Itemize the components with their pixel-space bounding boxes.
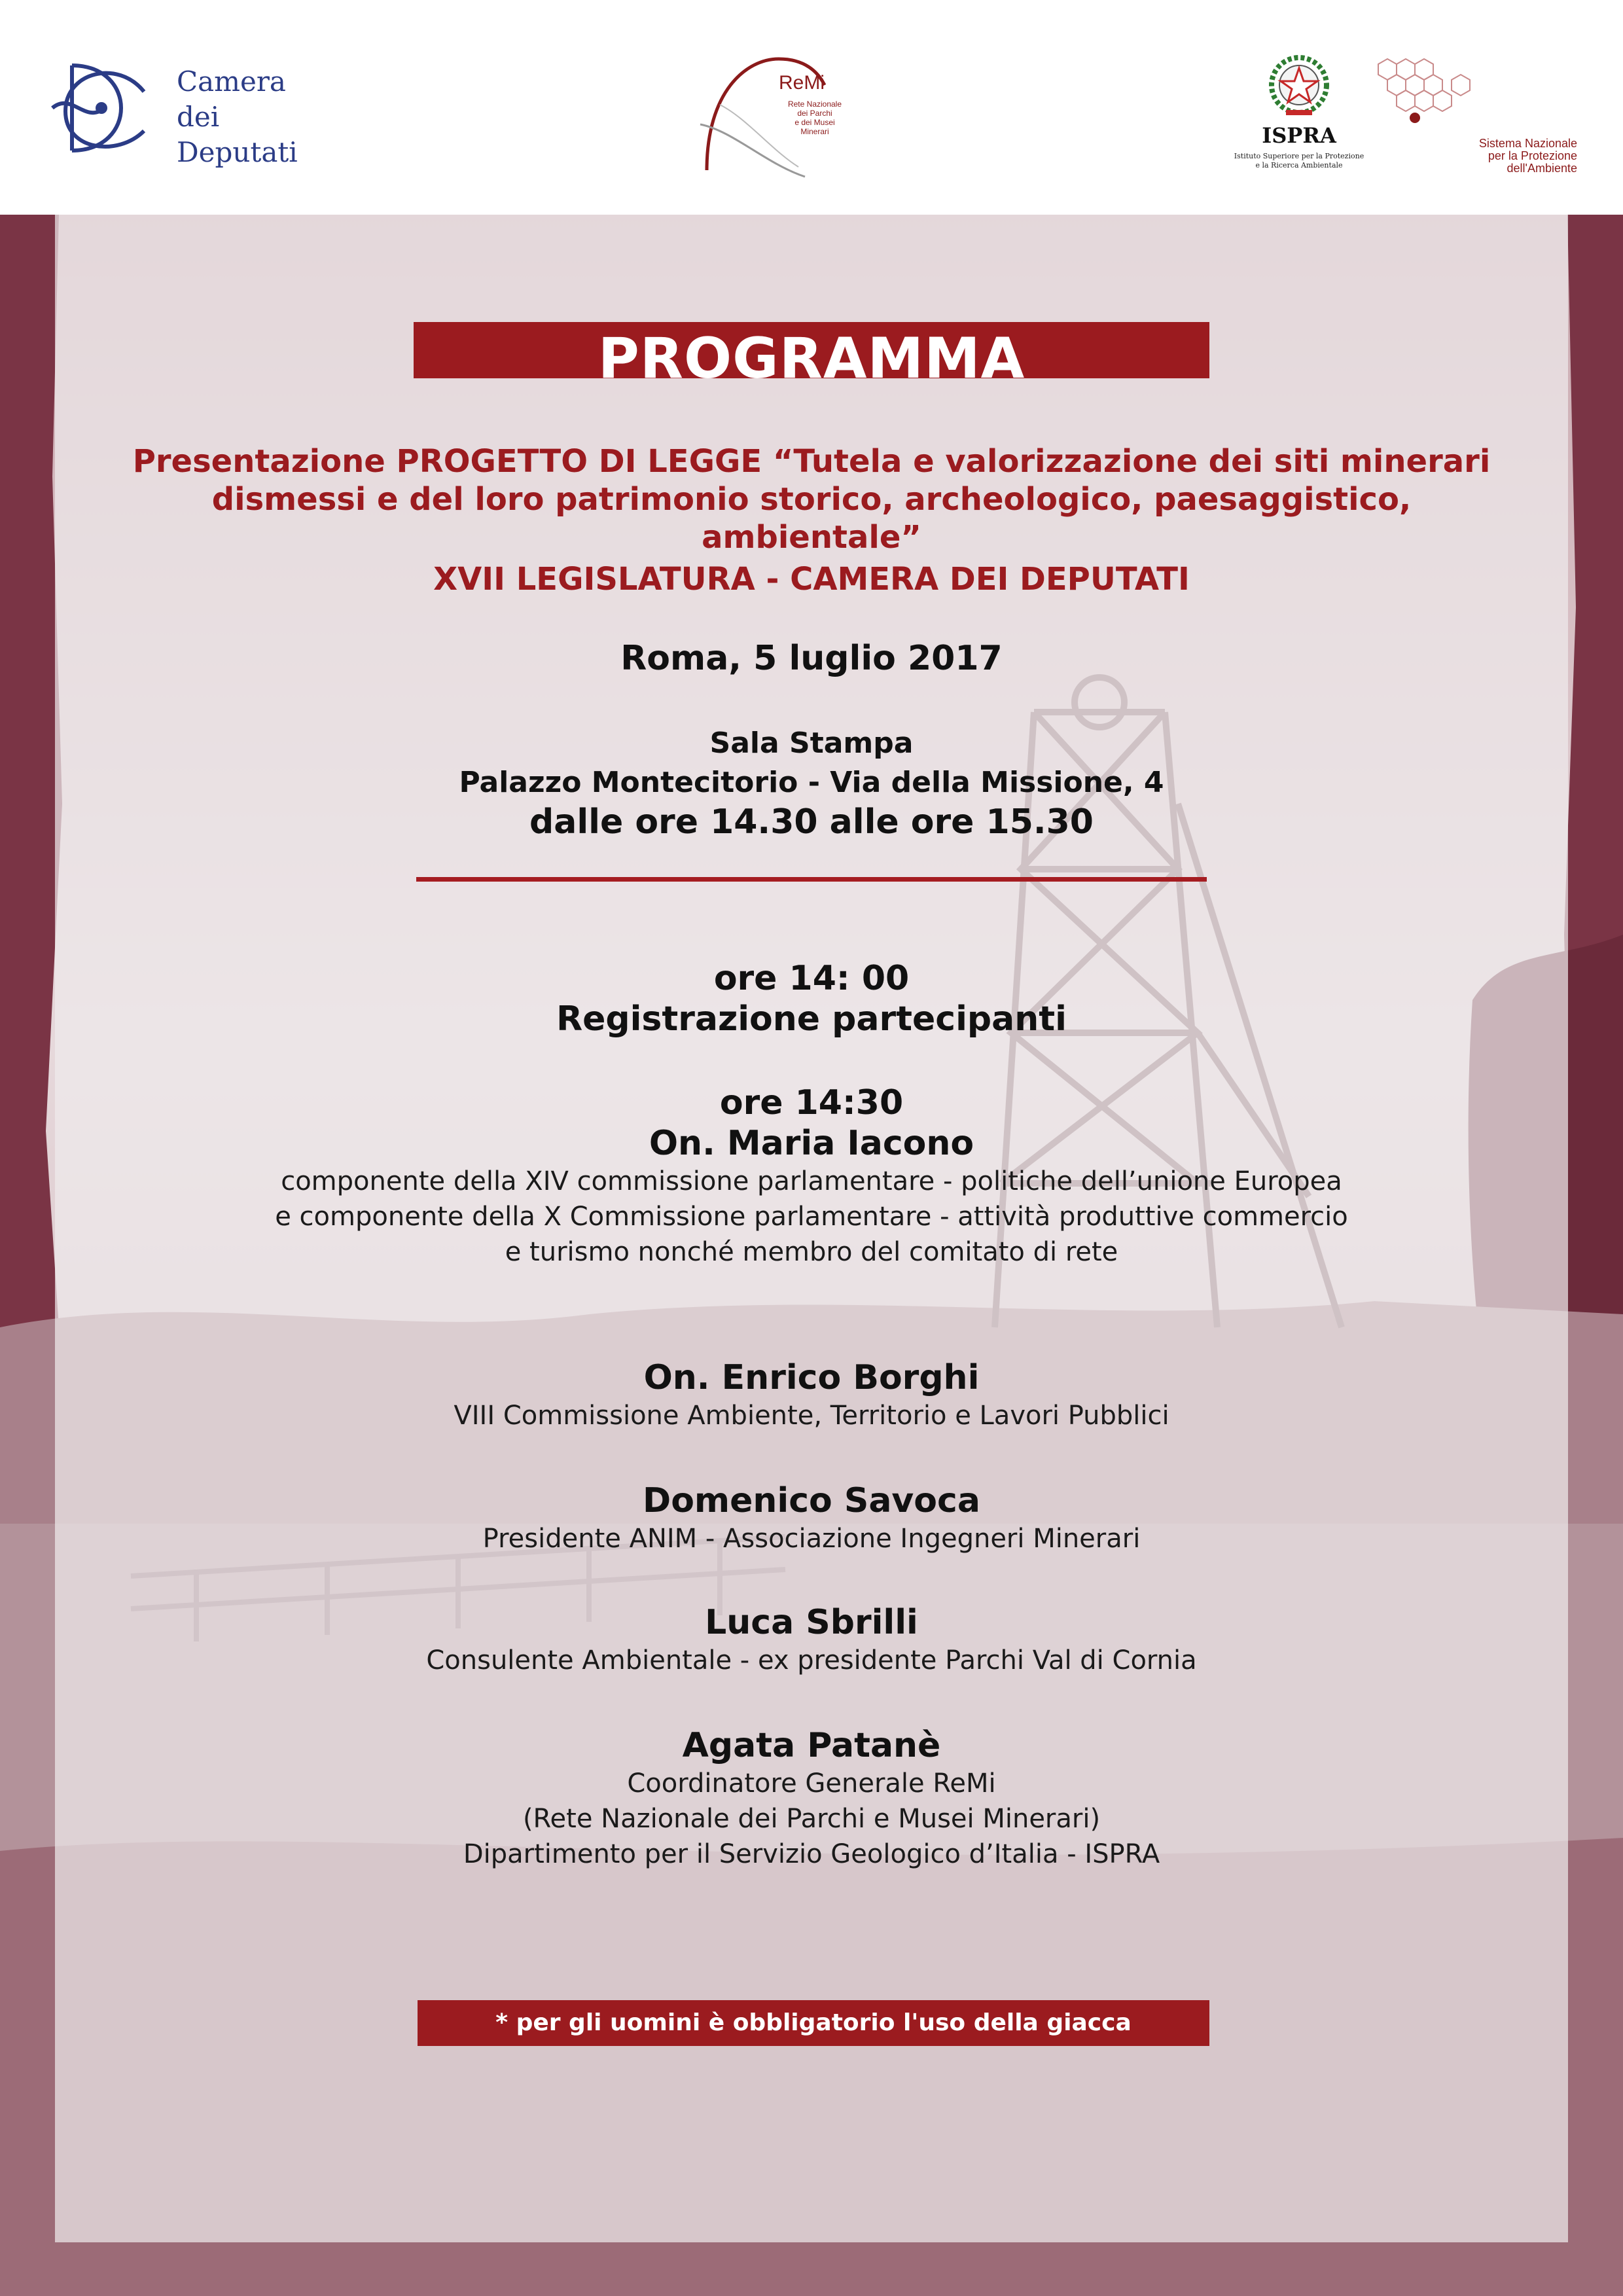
remi-logo — [694, 52, 864, 183]
speaker-role: Presidente ANIM - Associazione Ingegneri Minerari — [482, 1524, 1141, 1554]
snpa-text-line: per la Protezione — [1488, 149, 1577, 162]
speaker-role: VIII Commissione Ambiente, Territorio e Lavori Pubblici — [454, 1401, 1169, 1431]
divider — [416, 877, 1207, 882]
title-banner — [414, 322, 1209, 378]
ispra-name: ISPRA — [1262, 123, 1336, 148]
remi-subtitle — [772, 99, 857, 136]
programme-panel — [55, 215, 1568, 2242]
schedule-speaker-3 — [107, 1480, 1516, 1556]
opening-time: ore 14:30 — [719, 1083, 904, 1122]
ispra-subtitle-line: Istituto Superiore per la Protezione — [1234, 152, 1364, 160]
camera-logo-line: dei — [177, 101, 220, 133]
speaker-role: e componente della X Commissione parlamentare - attività produttive commercio — [275, 1202, 1348, 1232]
ispra-subtitle — [1217, 152, 1381, 170]
ispra-logo — [1217, 52, 1381, 183]
venue-room: Sala Stampa — [709, 726, 914, 760]
snpa-text-line: dell'Ambiente — [1507, 162, 1577, 175]
speaker-name: Luca Sbrilli — [705, 1603, 918, 1642]
speaker-role: e turismo nonché membro del comitato di rete — [505, 1237, 1118, 1267]
event-subtitle-line: Presentazione PROGETTO DI LEGGE “Tutela e valorizzazione dei siti minerari — [132, 443, 1491, 480]
speaker-role: Dipartimento per il Servizio Geologico d’Italia - ISPRA — [463, 1839, 1160, 1869]
page-title: PROGRAMMA — [597, 326, 1026, 378]
programme-content — [55, 215, 1568, 2242]
camera-logo-text — [177, 64, 298, 170]
event-venue — [107, 724, 1516, 842]
snpa-logo — [1368, 52, 1577, 183]
remi-subtitle-line: dei Parchi — [797, 109, 832, 118]
event-time-range: dalle ore 14.30 alle ore 15.30 — [529, 802, 1094, 842]
camera-logo-line: Deputati — [177, 136, 298, 168]
speaker-role: Consulente Ambientale - ex presidente Parchi Val di Cornia — [426, 1645, 1197, 1676]
remi-subtitle-line: Minerari — [800, 127, 829, 136]
camera-logo-line: Camera — [177, 65, 286, 98]
event-date: Roma, 5 luglio 2017 — [620, 639, 1003, 678]
remi-title: ReMi — [779, 72, 825, 94]
snpa-text — [1407, 137, 1577, 175]
header-logos — [0, 0, 1623, 215]
remi-subtitle-line: Rete Nazionale — [787, 99, 842, 109]
registration-label: Registrazione partecipanti — [556, 999, 1067, 1039]
speaker-name: Domenico Savoca — [643, 1481, 980, 1520]
speaker-name: On. Maria Iacono — [649, 1124, 974, 1163]
hexagon-network-icon — [1368, 52, 1499, 137]
italian-emblem-icon — [1266, 52, 1332, 118]
event-subtitle — [107, 442, 1516, 556]
schedule-speaker-2 — [107, 1357, 1516, 1433]
speaker-name: Agata Patanè — [682, 1726, 941, 1765]
speaker-role: Coordinatore Generale ReMi — [627, 1768, 996, 1799]
speaker-name: On. Enrico Borghi — [643, 1358, 980, 1397]
ispra-subtitle-line: e la Ricerca Ambientale — [1255, 161, 1343, 170]
snpa-text-line: Sistema Nazionale — [1478, 137, 1577, 150]
speaker-role: (Rete Nazionale dei Parchi e Musei Minerari) — [522, 1804, 1101, 1834]
speaker-role: componente della XIV commissione parlamentare - politiche dell’unione Europea — [281, 1166, 1342, 1196]
schedule-speaker-5 — [107, 1725, 1516, 1872]
schedule-speaker-4 — [107, 1602, 1516, 1678]
camera-dei-deputati-logo — [46, 46, 321, 190]
schedule-registration — [107, 958, 1516, 1039]
legislatura-heading: XVII LEGISLATURA - CAMERA DEI DEPUTATI — [433, 561, 1190, 598]
event-subtitle-line: dismessi e del loro patrimonio storico, archeologico, paesaggistico, ambientale” — [211, 481, 1412, 556]
venue-address: Palazzo Montecitorio - Via della Missione, 4 — [459, 766, 1164, 799]
schedule-speaker-1 — [107, 1083, 1516, 1270]
registration-time: ore 14: 00 — [713, 959, 910, 998]
dress-code-note: * per gli uomini è obbligatorio l'uso della giacca — [418, 2000, 1209, 2046]
remi-subtitle-line: e dei Musei — [794, 118, 835, 127]
camera-monogram-icon — [46, 52, 157, 164]
